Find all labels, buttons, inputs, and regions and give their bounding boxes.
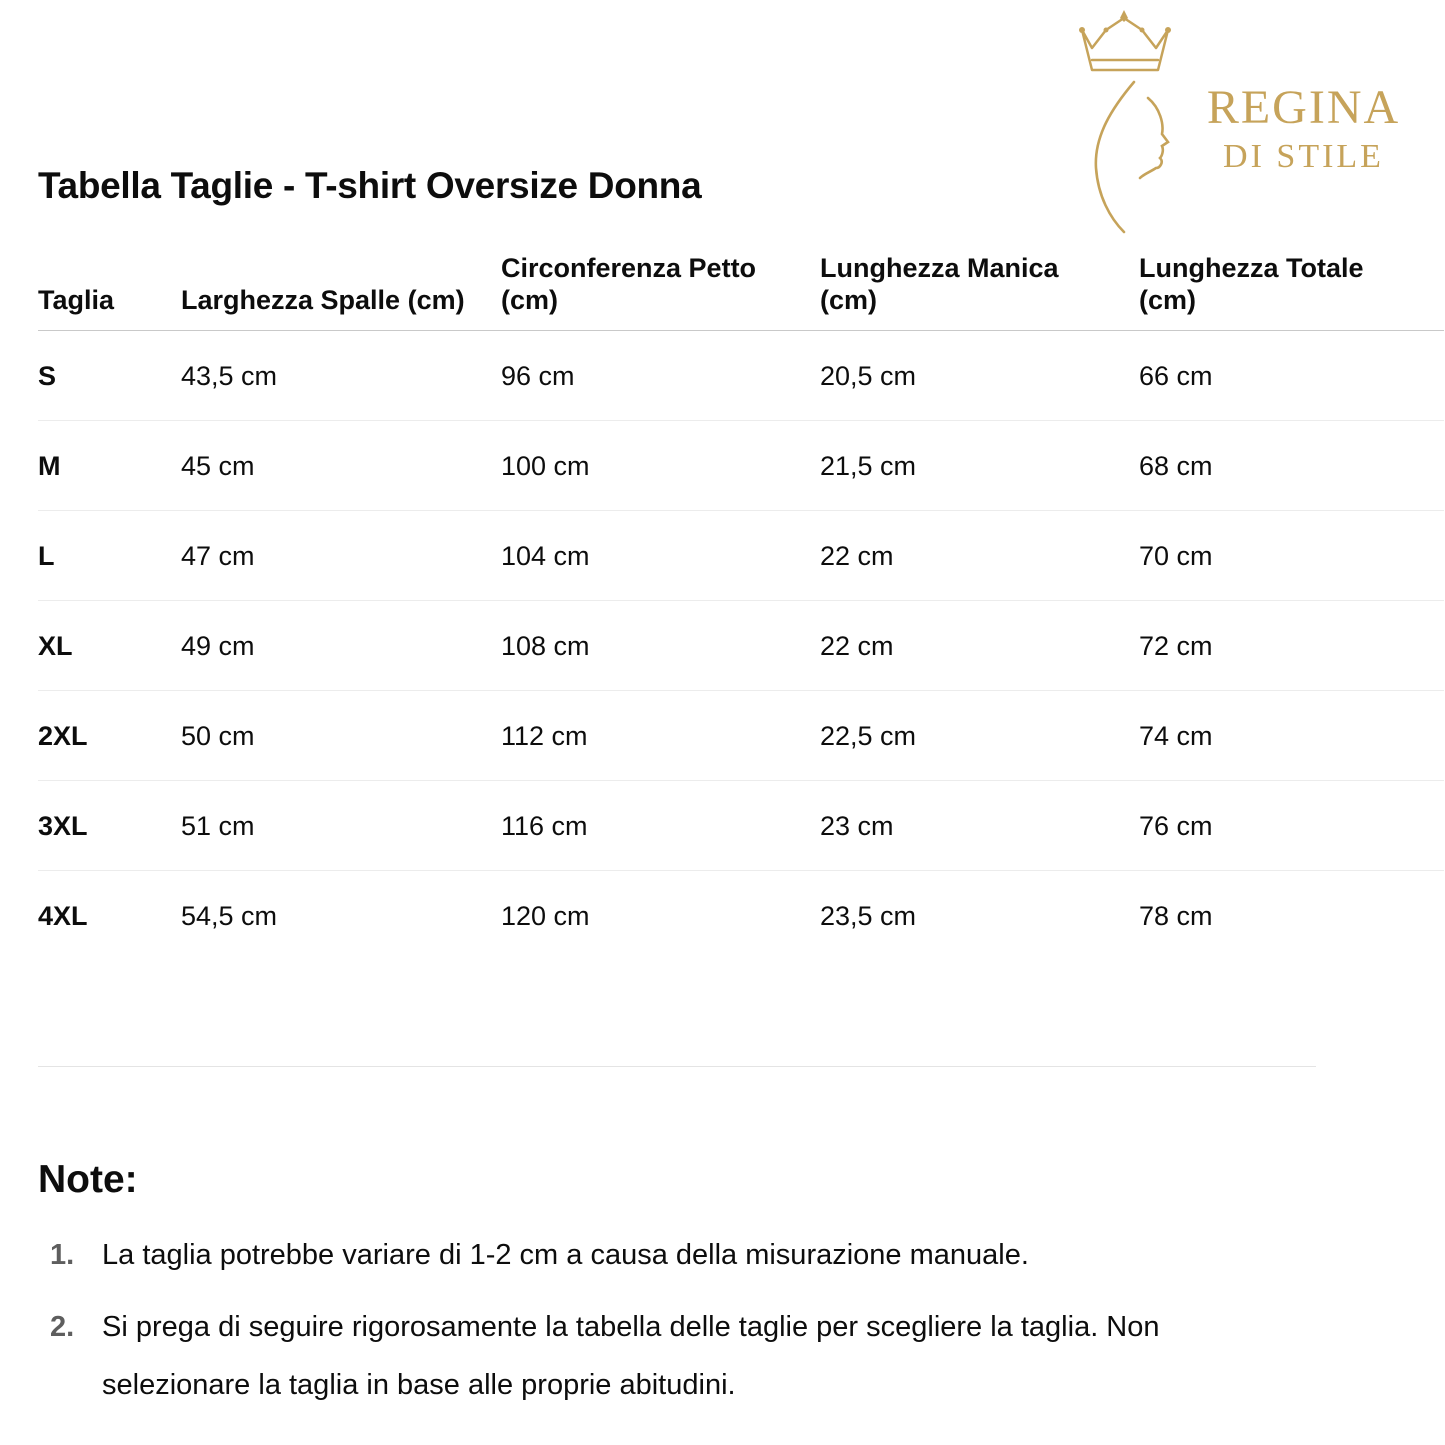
table-row [38,871,1444,961]
size-cell: M [38,421,181,511]
sleeve-cell: 22,5 cm [820,691,1139,781]
sleeve-cell: 23 cm [820,781,1139,871]
woman-profile-icon [1096,82,1168,232]
chest-cell: 116 cm [501,781,820,871]
shoulder-cell: 45 cm [181,421,501,511]
length-cell: 72 cm [1139,601,1444,691]
size-cell: XL [38,601,181,691]
table-row [38,781,1444,871]
size-table [38,240,1444,960]
length-cell: 70 cm [1139,511,1444,601]
column-header-size: Taglia [38,240,181,331]
chest-cell: 100 cm [501,421,820,511]
length-cell: 76 cm [1139,781,1444,871]
table-row [38,691,1444,781]
shoulder-cell: 50 cm [181,691,501,781]
table-row [38,331,1444,421]
notes-list [0,1226,1420,1428]
column-header-shoulder-width: Larghezza Spalle (cm) [181,240,501,331]
section-divider [38,1066,1316,1067]
length-cell: 68 cm [1139,421,1444,511]
brand-name-line2: DI STILE [1223,138,1384,175]
table-row [38,421,1444,511]
size-cell: 2XL [38,691,181,781]
chest-cell: 108 cm [501,601,820,691]
shoulder-cell: 49 cm [181,601,501,691]
chest-cell: 112 cm [501,691,820,781]
chest-cell: 96 cm [501,331,820,421]
sleeve-cell: 20,5 cm [820,331,1139,421]
sleeve-cell: 22 cm [820,601,1139,691]
brand-name-line1: REGINA [1206,81,1401,134]
brand-logo [1068,8,1408,240]
sleeve-cell: 23,5 cm [820,900,917,931]
shoulder-cell: 54,5 cm [181,900,278,931]
list-item [0,1226,1420,1284]
table-header-row [38,240,1444,331]
length-cell: 74 cm [1139,691,1444,781]
list-item [0,1298,1420,1414]
note-text: Si prega di seguire rigorosamente la tabella delle taglie per scegliere la taglia. Non selezionare la taglia in base alle proprie abitudini. [102,1311,1160,1401]
sleeve-cell: 22 cm [820,511,1139,601]
size-cell: L [38,511,181,601]
length-cell: 66 cm [1139,331,1444,421]
size-cell: 4XL [38,900,88,931]
size-cell: 3XL [38,781,181,871]
sleeve-cell: 21,5 cm [820,421,1139,511]
chest-cell: 120 cm [501,900,590,931]
shoulder-cell: 43,5 cm [181,331,501,421]
table-row [38,511,1444,601]
table-row [38,601,1444,691]
note-text: La taglia potrebbe variare di 1-2 cm a causa della misurazione manuale. [102,1239,1029,1271]
column-header-chest: Circonferenza Petto (cm) [501,240,820,331]
page-title: Tabella Taglie - T-shirt Oversize Donna [38,165,702,206]
size-cell: S [38,331,181,421]
column-header-total-length: Lunghezza Totale (cm) [1139,240,1444,331]
column-header-sleeve-length: Lunghezza Manica (cm) [820,240,1139,331]
note-number: 1. [50,1239,75,1271]
length-cell: 78 cm [1139,900,1213,931]
shoulder-cell: 47 cm [181,511,501,601]
notes-heading: Note: [38,1158,138,1201]
note-number: 2. [50,1311,75,1343]
chest-cell: 104 cm [501,511,820,601]
shoulder-cell: 51 cm [181,781,501,871]
